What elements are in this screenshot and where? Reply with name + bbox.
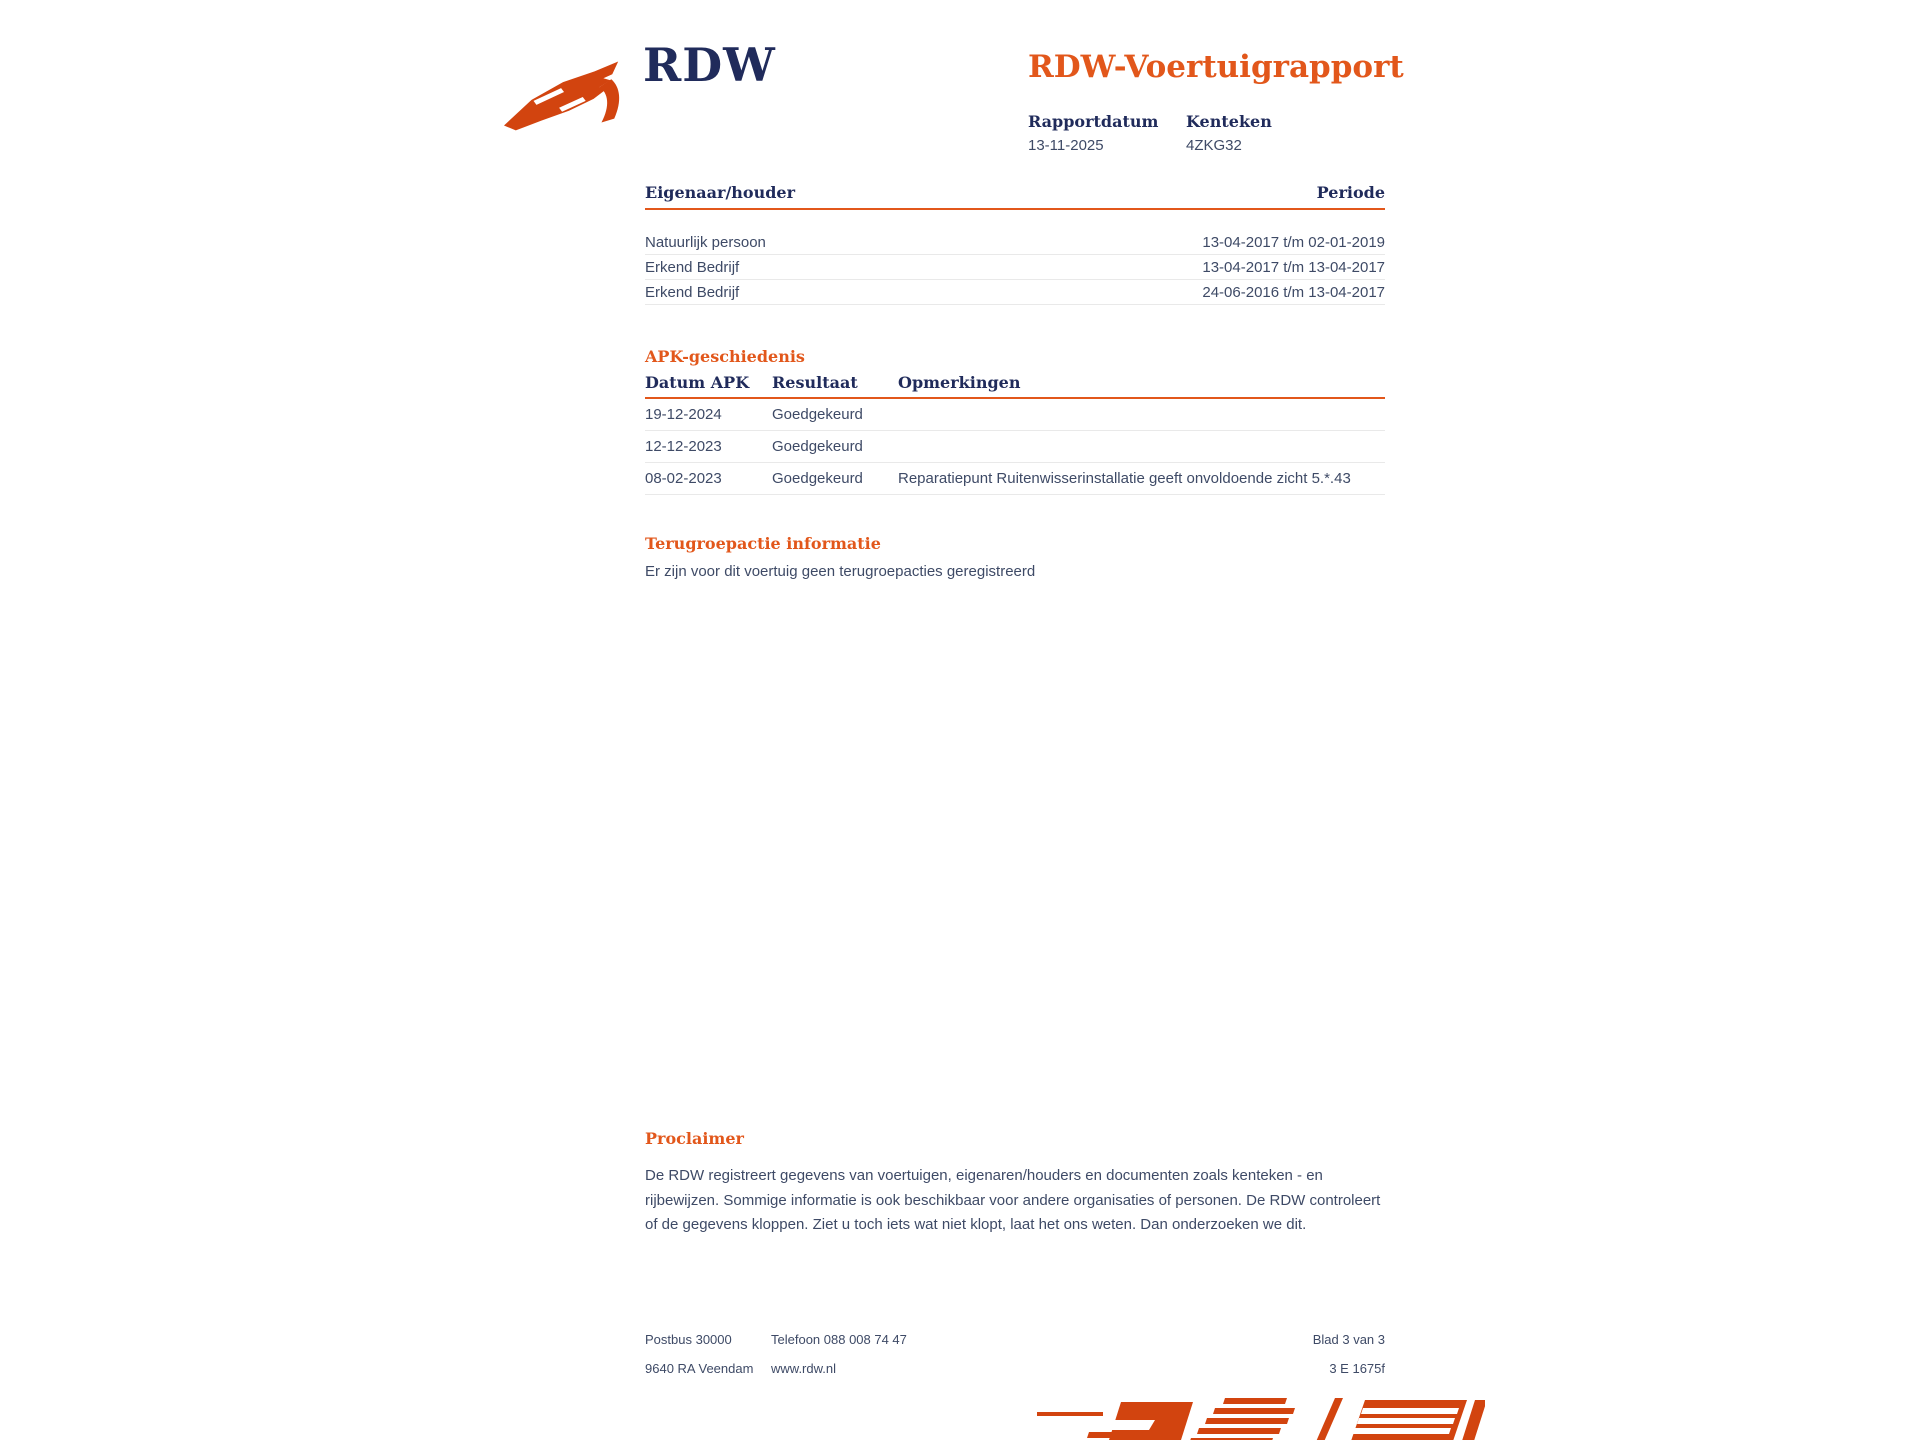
owner-holder-table [645,183,1385,305]
apk-date-column-header: Datum APK [645,373,750,392]
proclaimer-heading: Proclaimer [645,1129,744,1148]
apk-date-cell: 12-12-2023 [645,438,722,455]
apk-result-column-header: Resultaat [772,373,858,392]
apk-result-cell: Goedgekeurd [772,470,863,487]
period-column-header: Periode [1316,183,1385,202]
footer-address-line1: Postbus 30000 [645,1332,732,1347]
apk-table-header [645,373,1385,399]
rdw-flag-graphic-icon [1035,1396,1485,1440]
apk-remarks-column-header: Opmerkingen [898,373,1021,392]
apk-remarks-cell: Reparatiepunt Ruitenwisserinstallatie geeft onvoldoende zicht 5.*.43 [898,470,1351,487]
owner-cell: Erkend Bedrijf [645,258,740,276]
apk-result-cell: Goedgekeurd [772,438,863,455]
report-date-label: Rapportdatum [1028,112,1159,131]
page-footer [645,1332,1385,1376]
recall-info-section [645,534,1385,580]
footer-form-code: 3 E 1675f [1329,1361,1385,1376]
rdw-feather-logo-icon [502,48,630,140]
owner-cell: Erkend Bedrijf [645,283,740,301]
rdw-logo-text: RDW [643,38,776,92]
table-row [645,230,1385,255]
period-cell: 13-04-2017 t/m 13-04-2017 [1202,258,1385,276]
apk-date-cell: 08-02-2023 [645,470,722,487]
table-row [645,255,1385,280]
apk-date-cell: 19-12-2024 [645,406,722,423]
owner-table-header [645,183,1385,210]
proclaimer-text: De RDW registreert gegevens van voertuigen, eigenaren/houders en documenten zoals kenteken - en rijbewijzen. Sommige informatie is ook beschikbaar voor andere organisaties of personen. De RDW controleert of de gegevens kloppen. Ziet u toch iets wat niet klopt, laat het ons weten. Dan onderzoeken we dit. [645,1167,1381,1233]
period-cell: 13-04-2017 t/m 02-01-2019 [1202,233,1385,251]
footer-website-link[interactable]: www.rdw.nl [771,1361,837,1376]
report-date-value: 13-11-2025 [1028,137,1104,154]
table-row [645,431,1385,463]
recall-info-heading: Terugroepactie informatie [645,534,881,553]
footer-phone: Telefoon 088 008 74 47 [771,1332,907,1347]
owner-cell: Natuurlijk persoon [645,233,766,251]
table-row [645,463,1385,495]
period-cell: 24-06-2016 t/m 13-04-2017 [1202,283,1385,301]
apk-result-cell: Goedgekeurd [772,406,863,423]
footer-address-line2: 9640 RA Veendam [645,1361,754,1376]
table-row [645,280,1385,305]
license-plate-label: Kenteken [1186,112,1272,131]
table-row [645,399,1385,431]
proclaimer-section [645,1129,1385,1238]
apk-history-section [645,347,1385,495]
recall-info-text: Er zijn voor dit voertuig geen terugroepacties geregistreerd [645,563,1036,580]
owner-column-header: Eigenaar/houder [645,183,796,202]
page-title: RDW-Voertuigrapport [1028,49,1404,85]
footer-page-number: Blad 3 van 3 [1312,1332,1385,1347]
apk-history-heading: APK-geschiedenis [645,347,805,366]
license-plate-value: 4ZKG32 [1186,137,1242,154]
